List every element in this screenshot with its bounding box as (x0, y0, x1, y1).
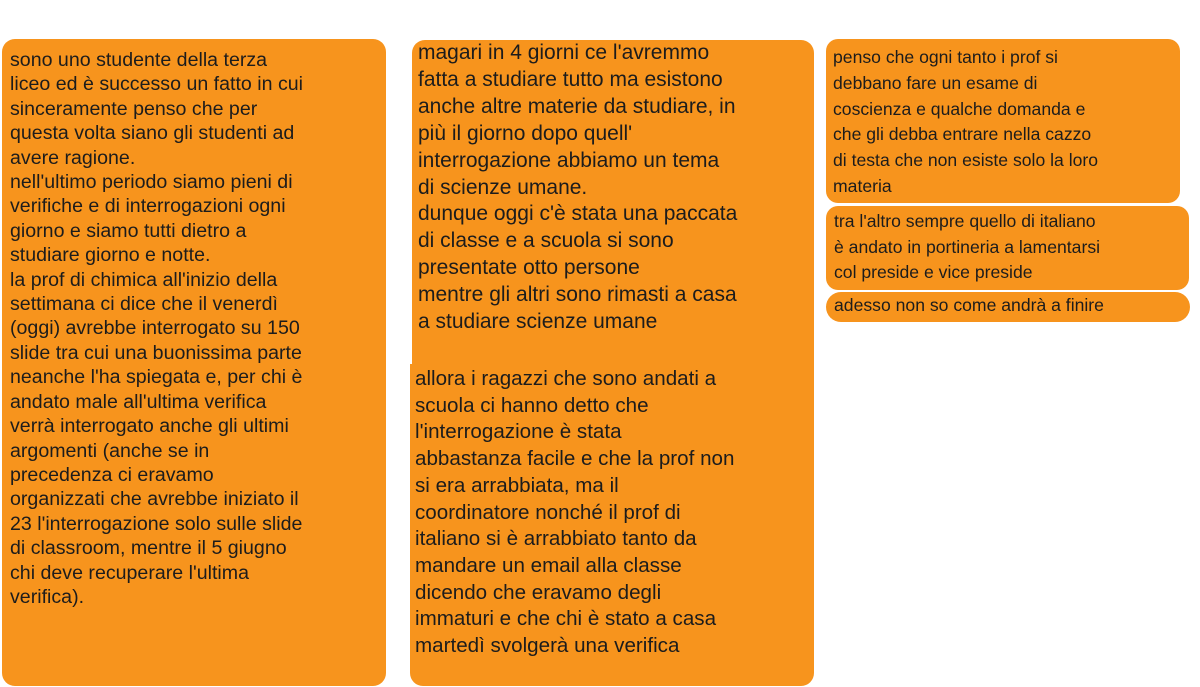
message-bubble-middle-top: magari in 4 giorni ce l'avremmo fatta a studiare tutto ma esistono anche altre materie da studiare, in più il giorno dopo quell' interrogazione abbiamo un tema di scienze umane. dunque oggi c'è stata una paccata di classe e a scuola si sono presentate otto persone mentre gli altri sono rimasti a casa a studiare scienze umane (412, 40, 814, 372)
message-bubble-left: sono uno studente della terza liceo ed è successo un fatto in cui sinceramente penso che per questa volta siano gli studenti ad avere ragione. nell'ultimo periodo siamo pieni di verifiche e di interrogazioni ogni giorno e siamo tutti dietro a studiare giorno e notte. la prof di chimica all'inizio della settimana ci dice che il venerdì (oggi) avrebbe interrogato su 150 slide tra cui una buonissima parte neanche l'ha spiegata e, per chi è andato male all'ultima verifica verrà interrogato anche gli ultimi argomenti (anche se in precedenza ci eravamo organizzati che avrebbe iniziato il 23 l'interrogazione solo sulle slide di classroom, mentre il 5 giugno chi deve recuperare l'ultima verifica). (2, 39, 386, 686)
message-bubble-middle-bottom: allora i ragazzi che sono andati a scuola ci hanno detto che l'interrogazione è stata abbastanza facile e che la prof non si era arrabbiata, ma il coordinatore nonché il prof di italiano si è arrabbiato tanto da mandare un email alla classe dicendo che eravamo degli immaturi e che chi è stato a casa martedì svolgerà una verifica (410, 364, 814, 686)
message-bubble-right-3: adesso non so come andrà a finire (826, 292, 1190, 322)
message-bubble-right-2: tra l'altro sempre quello di italiano è andato in portineria a lamentarsi col preside e vice preside (826, 206, 1189, 290)
message-bubble-right-1: penso che ogni tanto i prof si debbano fare un esame di coscienza e qualche domanda e che gli debba entrare nella cazzo di testa che non esiste solo la loro materia (826, 39, 1180, 203)
